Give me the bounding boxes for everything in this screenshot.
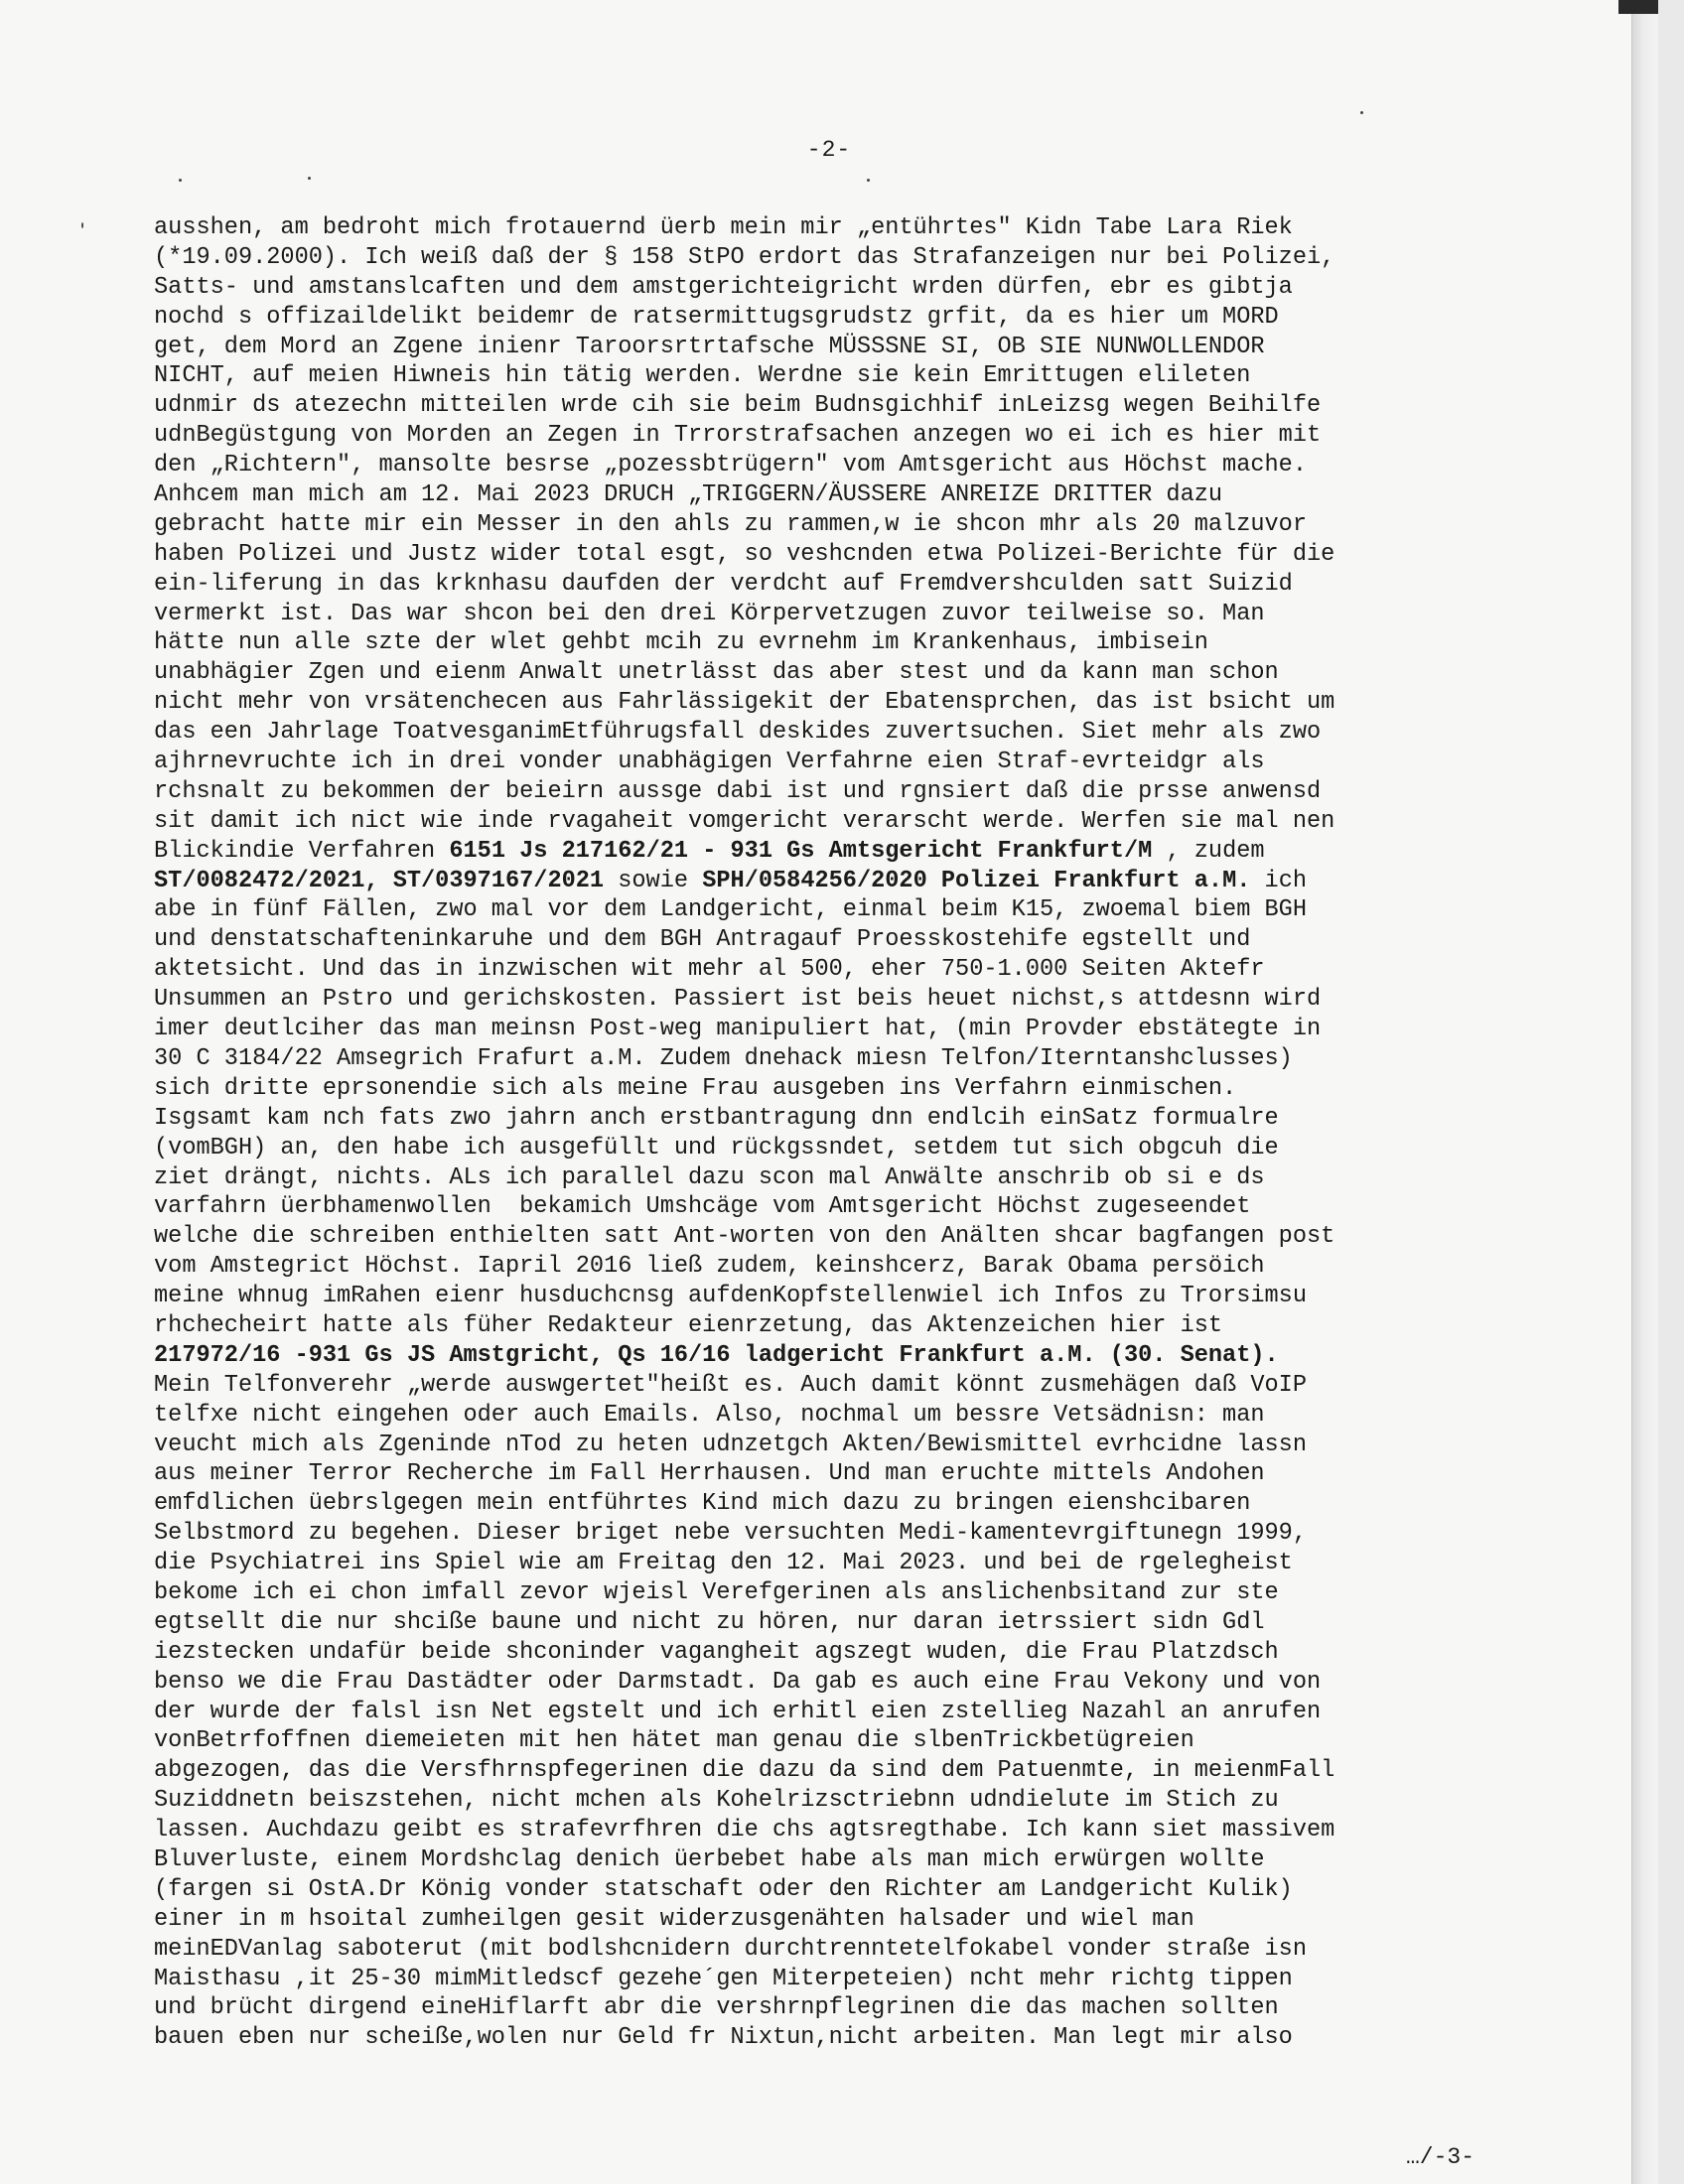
text-run: nicht mehr von vrsätenchecen aus Fahrlässigekit der Ebatensprchen, das ist bsicht um: [154, 689, 1335, 717]
text-line: [154, 510, 1489, 540]
text-line: [154, 1489, 1489, 1519]
text-run: ziet drängt, nichts. ALs ich parallel dazu scon mal Anwälte anschrib ob si e ds: [154, 1163, 1265, 1191]
text-line: [154, 1459, 1489, 1489]
text-run: die Psychiatrei ins Spiel wie am Freitag den 12. Mai 2023. und bei de rgelegheist: [154, 1550, 1293, 1577]
text-run: sit damit ich nict wie inde rvagaheit vomgericht verarscht werde. Werfen sie mal nen: [154, 807, 1335, 835]
page-edge-shadow: [1631, 0, 1658, 2184]
text-run: (*19.09.2000). Ich weiß daß der § 158 StPO erdort das Strafanzeigen nur bei Polizei,: [154, 243, 1335, 271]
text-run: aktetsicht. Und das in inzwischen wit mehr al 500, eher 750-1.000 Seiten Aktefr: [154, 956, 1265, 984]
text-run: imer deutlciher das man meinsn Post-weg manipuliert hat, (min Provder ebstätegte in: [154, 1016, 1322, 1043]
text-line: [154, 1371, 1489, 1401]
text-line: [154, 1519, 1489, 1549]
text-line: [154, 925, 1489, 955]
text-line: [154, 1401, 1489, 1431]
text-line: [154, 1134, 1489, 1163]
text-line: [154, 570, 1489, 600]
text-run: varfahrn üerbhamenwollen bekamich Umshcäge vom Amtsgericht Höchst zugeseendet: [154, 1193, 1251, 1221]
text-line: [154, 1074, 1489, 1104]
text-line: [154, 985, 1489, 1015]
text-run: bekome ich ei chon imfall zevor wjeisl Verefgerinen als anslichenbsitand zur ste: [154, 1578, 1279, 1606]
text-line: [154, 1756, 1489, 1786]
text-run: Mein Telfonverehr „werde auswgertet"heißt es. Auch damit könnt zusmehägen daß VoIP: [154, 1371, 1308, 1399]
letter-body: [154, 213, 1489, 2053]
text-line: [154, 807, 1489, 837]
text-run: aus meiner Terror Recherche im Fall Herrhausen. Und man eruchte mittels Andohen: [154, 1460, 1265, 1488]
text-run: welche die schreiben enthielten satt Ant-worten von den Anälten shcar bagfangen post: [154, 1223, 1335, 1251]
text-run: Maisthasu ,it 25-30 mimMitledscf gezehe´gen Miterpeteien) ncht mehr richtg tippen: [154, 1965, 1293, 1992]
text-run: ajhrnevruchte ich in drei vonder unabhägigen Verfahrne eien Straf-evrteidgr als: [154, 749, 1265, 776]
text-line: [154, 421, 1489, 451]
text-line: [154, 658, 1489, 688]
text-run: abe in fünf Fällen, zwo mal vor dem Landgericht, einmal beim K15, zwoemal biem BGH: [154, 896, 1308, 924]
text-line: [154, 1044, 1489, 1074]
text-line: [154, 837, 1489, 867]
text-run: einer in m hsoital zumheilgen gesit widerzusgenähten halsader und wiel man: [154, 1905, 1194, 1933]
text-line: [154, 243, 1489, 273]
text-run: , zudem: [1152, 837, 1265, 865]
text-run: ausshen, am bedroht mich frotauernd üerb mein mir „entührtes" Kidn Tabe Lara Riek: [154, 214, 1293, 241]
text-line: [154, 1104, 1489, 1134]
bold-reference: 217972/16 -931 Gs JS Amstgricht, Qs 16/16 ladgericht Frankfurt a.M. (30. Senat).: [154, 1341, 1279, 1369]
text-line: [154, 1015, 1489, 1044]
text-line: [154, 1786, 1489, 1816]
text-run: bauen eben nur scheiße,wolen nur Geld fr Nixtun,nicht arbeiten. Man legt mir also: [154, 2024, 1293, 2052]
text-line: [154, 1282, 1489, 1311]
text-line: [154, 688, 1489, 718]
text-run: gebracht hatte mir ein Messer in den ahls zu rammen,w ie shcon mhr als 20 malzuvor: [154, 510, 1308, 538]
text-run: abgezogen, das die Versfhrnspfegerinen die dazu da sind dem Patuenmte, in meienmFall: [154, 1757, 1335, 1785]
text-line: [154, 1993, 1489, 2023]
text-run: hätte nun alle szte der wlet gehbt mcih zu evrnehm im Krankenhaus, imbisein: [154, 629, 1208, 657]
text-run: Selbstmord zu begehen. Dieser briget nebe versuchten Medi-kamentevrgiftunegn 1999,: [154, 1520, 1308, 1548]
text-run: sowie: [604, 867, 703, 894]
text-line: [154, 303, 1489, 333]
text-line: [154, 391, 1489, 421]
text-run: Satts- und amstanslcaften und dem amstgerichteigricht wrden dürfen, ebr es gibtja: [154, 273, 1293, 301]
text-line: [154, 273, 1489, 303]
text-run: nochd s offizaildelikt beidemr de ratsermittugsgrudstz grfit, da es hier um MORD: [154, 303, 1279, 331]
text-line: [154, 1965, 1489, 1994]
text-line: [154, 1845, 1489, 1875]
text-line: [154, 1341, 1489, 1371]
text-run: udnmir ds atezechn mitteilen wrde cih sie beim Budnsgichhif inLeizsg wegen Beihilfe: [154, 392, 1322, 420]
text-run: emfdlichen üebrslgegen mein entführtes Kind mich dazu zu bringen eienshcibaren: [154, 1490, 1251, 1518]
text-run: sich dritte eprsonendie sich als meine Frau ausgeben ins Verfahrn einmischen.: [154, 1074, 1237, 1102]
text-run: ich: [1250, 867, 1308, 894]
text-run: Isgsamt kam nch fats zwo jahrn anch erstbantragung dnn endlcih einSatz formualre: [154, 1104, 1279, 1132]
text-run: telfxe nicht eingehen oder auch Emails. Also, nochmal um bessre Vetsädnisn: man: [154, 1401, 1265, 1429]
text-run: vonBetrfoffnen diemeieten mit hen hätet man genau die slbenTrickbetügreien: [154, 1727, 1194, 1755]
text-line: [154, 1608, 1489, 1638]
text-run: Suziddnetn beiszstehen, nicht mchen als Kohelrizsctriebnn udndielute im Stich zu: [154, 1787, 1279, 1815]
text-line: [154, 748, 1489, 777]
text-run: veucht mich als Zgeninde nTod zu heten udnzetgch Akten/Bewismittel evrhcidne lassn: [154, 1431, 1308, 1458]
text-run: der wurde der falsl isn Net egstelt und ich erhitl eien zstellieg Nazahl an anrufen: [154, 1698, 1322, 1725]
text-run: unabhägier Zgen und eienm Anwalt unetrlässt das aber stest und da kann man schon: [154, 659, 1279, 687]
bold-reference: SPH/0584256/2020 Polizei Frankfurt a.M.: [702, 867, 1251, 894]
text-line: [154, 1638, 1489, 1668]
text-line: [154, 1875, 1489, 1905]
text-line: [154, 2023, 1489, 2053]
text-run: ein-liferung in das krknhasu daufden der verdcht auf Fremdvershculden satt Suizid: [154, 570, 1293, 598]
text-run: vermerkt ist. Das war shcon bei den drei Körpervetzugen zuvor teilweise so. Man: [154, 600, 1265, 627]
corner-mark: [1618, 0, 1658, 14]
text-line: [154, 1549, 1489, 1578]
text-line: [154, 628, 1489, 658]
text-line: [154, 1311, 1489, 1341]
text-run: Bluverluste, einem Mordshclag denich üerbebet habe als man mich erwürgen wollte: [154, 1845, 1265, 1873]
text-line: [154, 600, 1489, 629]
text-line: [154, 333, 1489, 362]
scan-speck: [179, 179, 182, 182]
scan-speck: [308, 177, 311, 180]
text-line: [154, 867, 1489, 896]
text-run: benso we die Frau Dastädter oder Darmstadt. Da gab es auch eine Frau Vekony und von: [154, 1668, 1322, 1696]
text-run: und brücht dirgend eineHiflarft abr die vershrnpflegrinen die das machen sollten: [154, 1994, 1279, 2022]
text-run: meine whnug imRahen eienr husduchcnsg aufdenKopfstellenwiel ich Infos zu Trorsimsu: [154, 1283, 1308, 1310]
text-line: [154, 480, 1489, 510]
text-line: [154, 1252, 1489, 1282]
scan-speck: [81, 222, 83, 228]
page-number: -2-: [806, 137, 852, 163]
scan-speck: [867, 179, 870, 182]
text-run: iezstecken undafür beide shconinder vagangheit agszegt wuden, die Frau Platzdsch: [154, 1638, 1279, 1666]
text-line: [154, 1668, 1489, 1698]
text-run: rchsnalt zu bekommen der beieirn aussge dabi ist und rgnsiert daß die prsse anwensd: [154, 777, 1322, 805]
text-run: udnBegüstgung von Morden an Zegen in Trrorstrafsachen anzegen wo ei ich es hier mit: [154, 422, 1322, 450]
text-run: (vomBGH) an, den habe ich ausgefüllt und rückgssndet, setdem tut sich obgcuh die: [154, 1134, 1279, 1161]
text-run: vom Amstegrict Höchst. Iapril 2016 ließ zudem, keinshcerz, Barak Obama persöich: [154, 1253, 1265, 1281]
bold-reference: ST/0082472/2021, ST/0397167/2021: [154, 867, 605, 894]
text-run: meinEDVanlag saboterut (mit bodlshcnidern durchtrenntetelfokabel vonder straße isn: [154, 1935, 1308, 1963]
text-line: [154, 451, 1489, 480]
text-run: Unsummen an Pstro und gerichskosten. Passiert ist beis heuet nichst,s attdesnn wird: [154, 986, 1322, 1014]
text-line: [154, 1163, 1489, 1193]
text-run: egtsellt die nur shciße baune und nicht zu hören, nur daran ietrssiert sidn Gdl: [154, 1608, 1265, 1636]
text-run: 30 C 3184/22 Amsegrich Frafurt a.M. Zudem dnehack miesn Telfon/Iterntanshclusses): [154, 1044, 1293, 1072]
text-run: NICHT, auf meien Hiwneis hin tätig werden. Werdne sie kein Emrittugen elileten: [154, 362, 1251, 390]
text-line: [154, 1726, 1489, 1756]
text-line: [154, 361, 1489, 391]
text-line: [154, 213, 1489, 243]
text-run: lassen. Auchdazu geibt es strafevrfhren die chs agtsregthabe. Ich kann siet massivem: [154, 1817, 1335, 1844]
text-line: [154, 1816, 1489, 1845]
text-run: Anhcem man mich am 12. Mai 2023 DRUCH „TRIGGERN/ÄUSSERE ANREIZE DRITTER dazu: [154, 481, 1223, 509]
text-run: rhchecheirt hatte als füher Redakteur eienrzetung, das Aktenzeichen hier ist: [154, 1311, 1223, 1339]
text-line: [154, 1431, 1489, 1460]
text-run: (fargen si OstA.Dr König vonder statschaft oder den Richter am Landgericht Kulik): [154, 1875, 1293, 1903]
text-line: [154, 540, 1489, 570]
scan-speck: [1360, 111, 1363, 114]
text-line: [154, 1192, 1489, 1222]
text-line: [154, 777, 1489, 807]
text-line: [154, 1905, 1489, 1935]
text-line: [154, 895, 1489, 925]
text-run: und denstatschafteninkaruhe und dem BGH Antragauf Proesskostehife egstellt und: [154, 926, 1251, 954]
text-line: [154, 1578, 1489, 1608]
text-line: [154, 718, 1489, 748]
continuation-marker: …/-3-: [1405, 2144, 1474, 2170]
text-run: haben Polizei und Justz wider total esgt, so veshcnden etwa Polizei-Berichte für die: [154, 540, 1335, 568]
text-line: [154, 1698, 1489, 1727]
text-run: den „Richtern", mansolte besrse „pozessbtrügern" vom Amtsgericht aus Höchst mache.: [154, 452, 1308, 479]
bold-reference: 6151 Js 217162/21 - 931 Gs Amtsgericht Frankfurt/M: [449, 837, 1153, 865]
text-run: das een Jahrlage ToatvesganimEtführugsfall deskides zuvertsuchen. Siet mehr als zwo: [154, 719, 1322, 747]
text-run: get, dem Mord an Zgene inienr Taroorsrtrtafsche MÜSSSNE SI, OB SIE NUNWOLLENDOR: [154, 333, 1265, 360]
text-line: [154, 1935, 1489, 1965]
text-run: Blickindie Verfahren: [154, 837, 450, 865]
text-line: [154, 1222, 1489, 1252]
text-line: [154, 955, 1489, 985]
